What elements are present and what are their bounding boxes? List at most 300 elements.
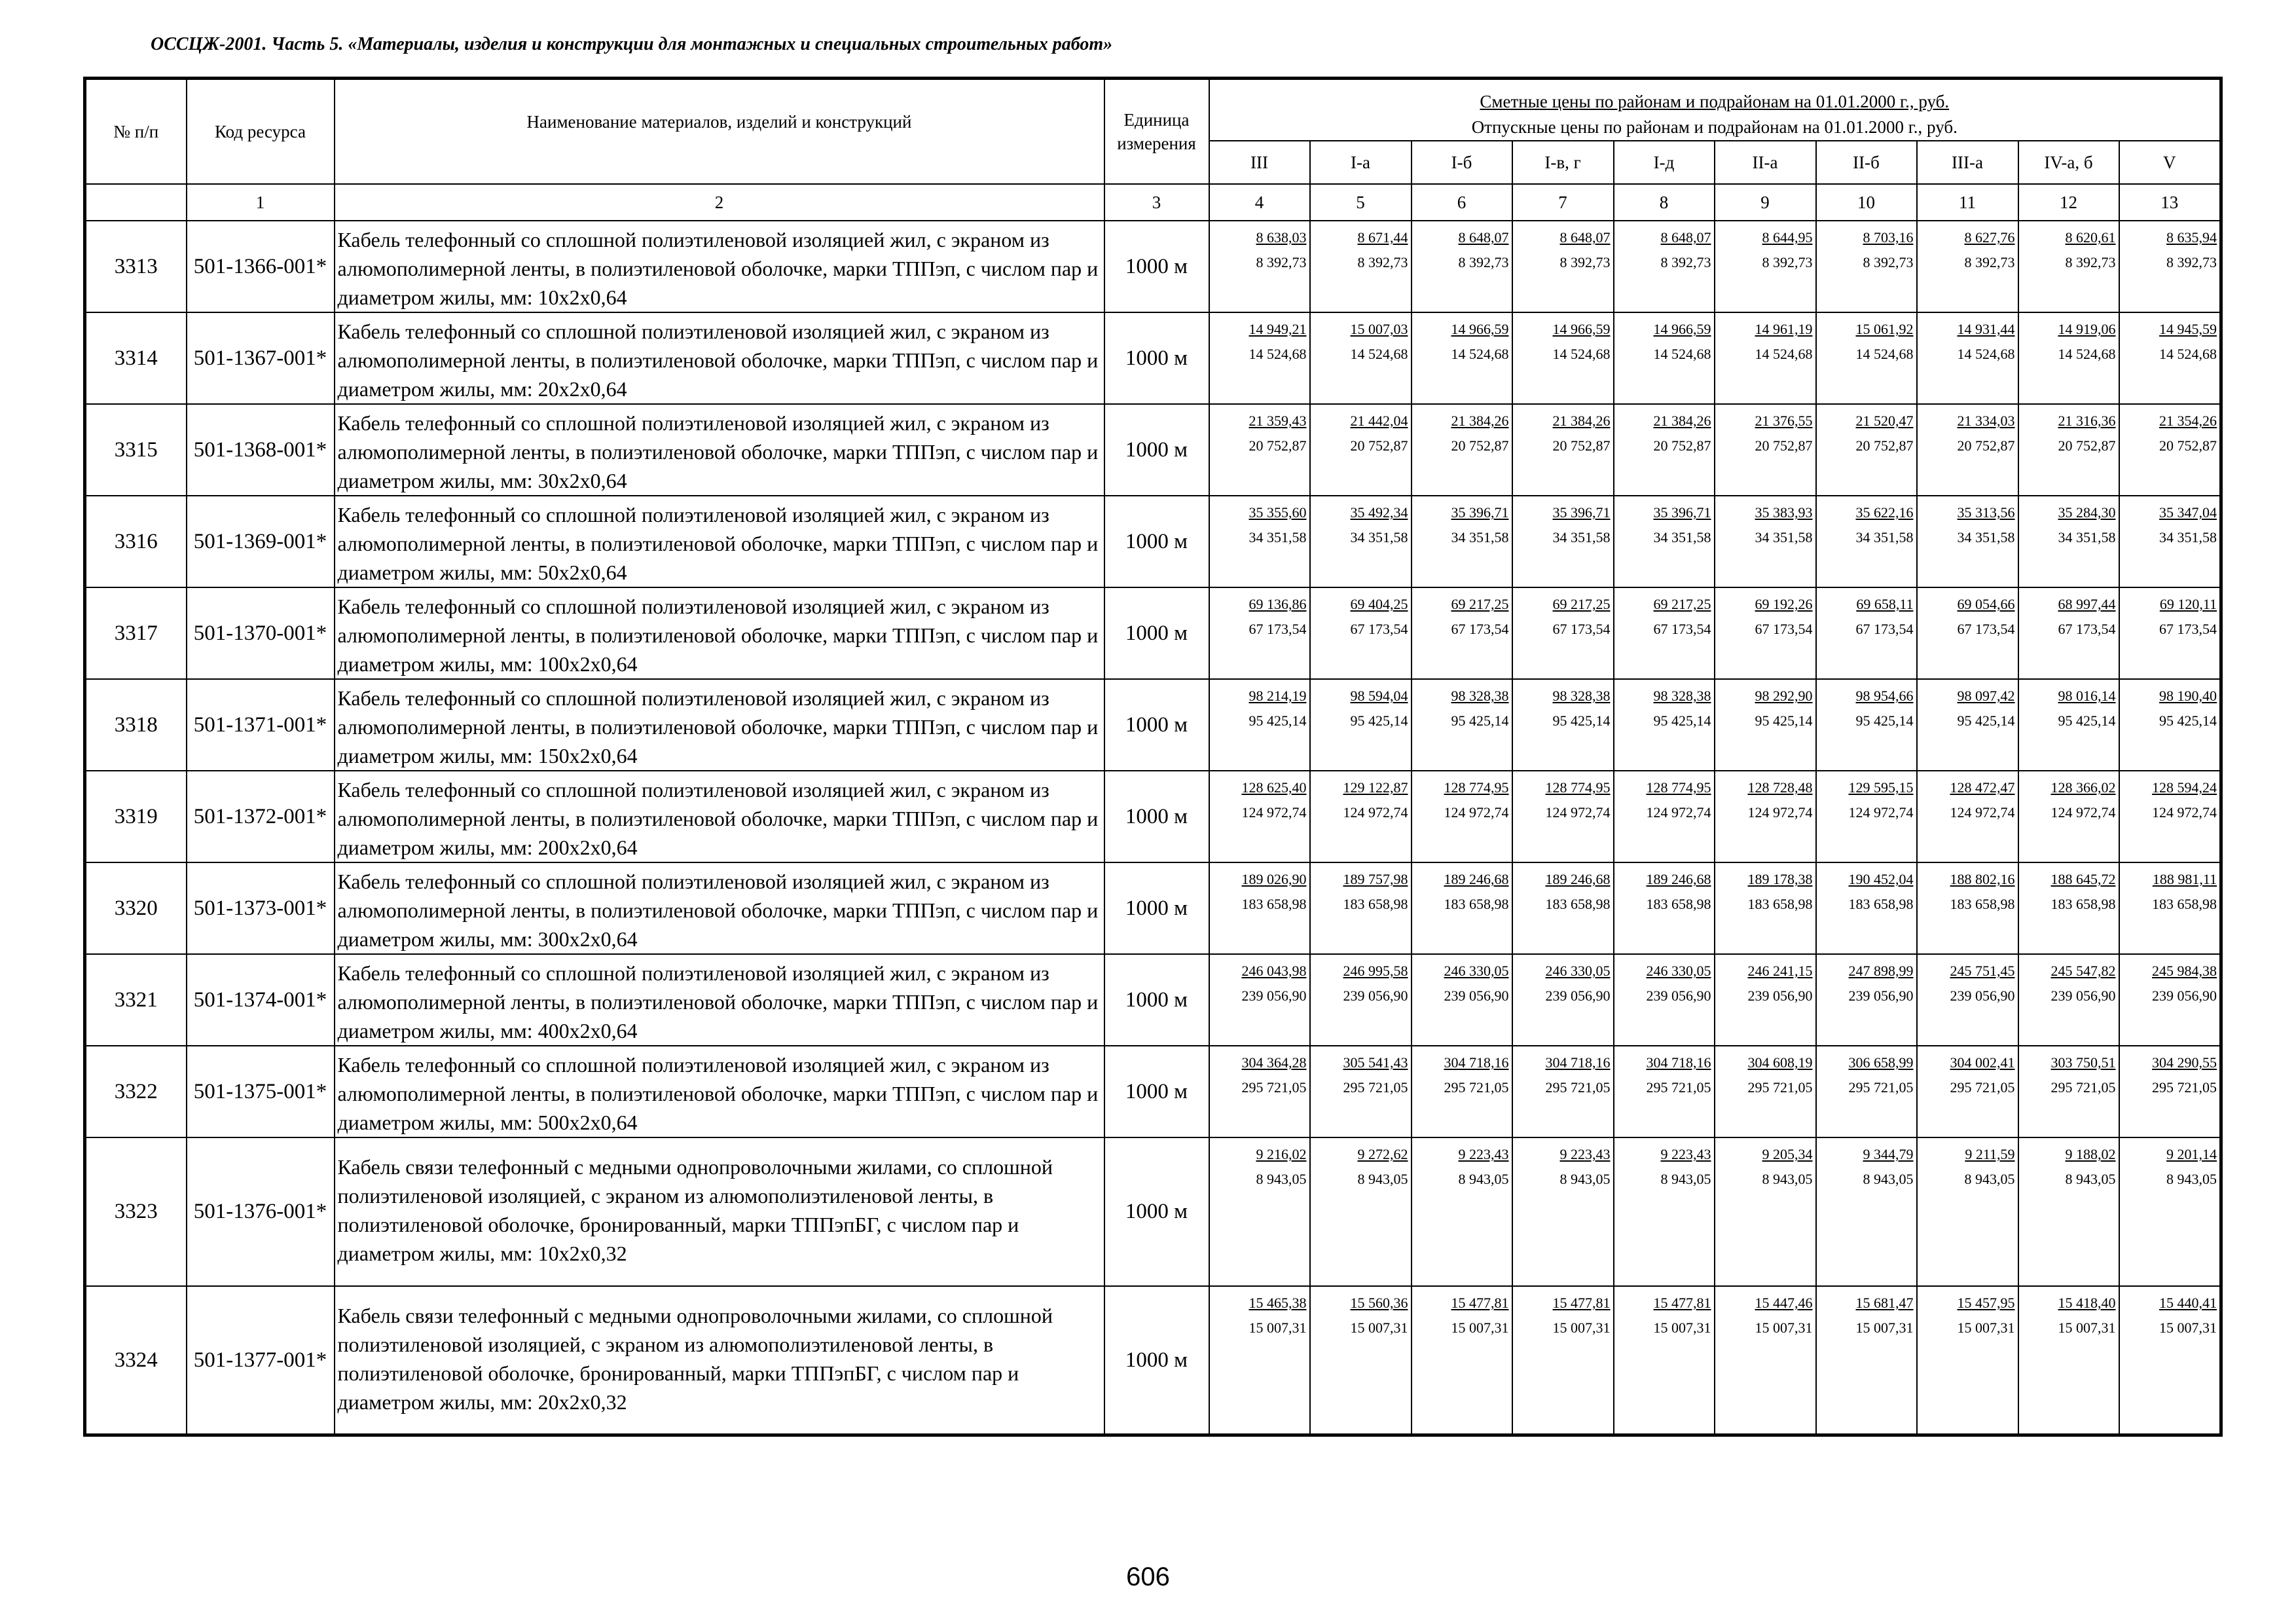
price-cell bbox=[1310, 679, 1412, 771]
release-price: 34 351,58 bbox=[1855, 529, 1914, 546]
estimate-price: 21 354,26 bbox=[2159, 413, 2217, 430]
row-number: 3324 bbox=[85, 1286, 187, 1435]
column-number: 12 bbox=[2018, 184, 2119, 221]
price-cell bbox=[1209, 1286, 1310, 1435]
release-price: 20 752,87 bbox=[1451, 437, 1509, 454]
release-price: 15 007,31 bbox=[1855, 1320, 1914, 1337]
column-number: 2 bbox=[335, 184, 1104, 221]
price-cell bbox=[1512, 1046, 1614, 1137]
price-cell bbox=[1614, 954, 1715, 1046]
price-cell bbox=[1512, 679, 1614, 771]
estimate-price: 8 627,76 bbox=[1964, 229, 2015, 246]
estimate-price: 9 223,43 bbox=[1660, 1146, 1711, 1163]
price-cell bbox=[2018, 587, 2119, 679]
price-cell bbox=[1816, 1286, 1917, 1435]
release-price: 14 524,68 bbox=[1653, 346, 1711, 363]
release-price: 239 056,90 bbox=[1343, 987, 1408, 1005]
estimate-price: 8 671,44 bbox=[1357, 229, 1408, 246]
price-cell bbox=[1512, 1286, 1614, 1435]
price-cell bbox=[2119, 954, 2221, 1046]
estimate-price: 304 718,16 bbox=[1646, 1054, 1711, 1071]
estimate-price: 246 330,05 bbox=[1444, 963, 1509, 980]
price-cell bbox=[1209, 862, 1310, 954]
price-cell bbox=[1614, 1286, 1715, 1435]
resource-code: 501-1376-001* bbox=[187, 1137, 335, 1286]
price-cell bbox=[1816, 954, 1917, 1046]
price-cell bbox=[1209, 954, 1310, 1046]
estimate-price: 14 945,59 bbox=[2159, 321, 2217, 338]
price-cell bbox=[2119, 862, 2221, 954]
price-cell bbox=[2018, 954, 2119, 1046]
price-cell bbox=[1209, 771, 1310, 862]
price-cell bbox=[1614, 496, 1715, 587]
release-price: 183 658,98 bbox=[1950, 896, 2015, 913]
release-price: 8 392,73 bbox=[1256, 254, 1307, 271]
price-cell bbox=[1816, 312, 1917, 404]
estimate-price: 245 984,38 bbox=[2152, 963, 2217, 980]
release-price: 34 351,58 bbox=[1755, 529, 1813, 546]
release-price: 183 658,98 bbox=[1545, 896, 1611, 913]
release-price: 8 392,73 bbox=[1559, 254, 1611, 271]
release-price: 15 007,31 bbox=[1350, 1320, 1408, 1337]
estimate-price: 188 981,11 bbox=[2152, 871, 2217, 888]
price-cell bbox=[1310, 587, 1412, 679]
release-price: 8 943,05 bbox=[2065, 1171, 2116, 1188]
estimate-price: 21 334,03 bbox=[1957, 413, 2015, 430]
estimate-price: 9 223,43 bbox=[1458, 1146, 1509, 1163]
estimate-price: 189 246,68 bbox=[1545, 871, 1611, 888]
estimate-price: 306 658,99 bbox=[1848, 1054, 1914, 1071]
price-cell bbox=[1614, 862, 1715, 954]
estimate-price: 98 594,04 bbox=[1350, 688, 1408, 705]
estimate-price: 245 547,82 bbox=[2050, 963, 2116, 980]
column-number: 3 bbox=[1104, 184, 1209, 221]
price-cell bbox=[1512, 862, 1614, 954]
material-name: Кабель телефонный со сплошной полиэтиленовой изоляцией жил, с экраном из алюмополимерной ленты, в полиэтиленовой оболочке, марки ТППэп, с числом пар и диаметром жилы, мм: 200x2x0,64 bbox=[335, 771, 1104, 862]
release-price: 15 007,31 bbox=[1957, 1320, 2015, 1337]
estimate-price: 21 384,26 bbox=[1451, 413, 1509, 430]
estimate-price: 9 201,14 bbox=[2166, 1146, 2217, 1163]
estimate-price: 9 211,59 bbox=[1965, 1146, 2015, 1163]
release-price: 239 056,90 bbox=[1545, 987, 1611, 1005]
release-price: 8 943,05 bbox=[1964, 1171, 2015, 1188]
estimate-price: 128 472,47 bbox=[1950, 779, 2015, 796]
estimate-price: 69 136,86 bbox=[1248, 596, 1307, 613]
release-price: 295 721,05 bbox=[1848, 1079, 1914, 1096]
release-price: 239 056,90 bbox=[1747, 987, 1813, 1005]
price-cell bbox=[1412, 1286, 1512, 1435]
release-price: 124 972,74 bbox=[1747, 804, 1813, 821]
row-number: 3316 bbox=[85, 496, 187, 587]
estimate-price: 128 366,02 bbox=[2050, 779, 2116, 796]
region-header: III-а bbox=[1917, 141, 2018, 184]
row-number: 3321 bbox=[85, 954, 187, 1046]
resource-code: 501-1366-001* bbox=[187, 221, 335, 312]
estimate-price: 35 355,60 bbox=[1248, 504, 1307, 521]
price-cell bbox=[1512, 1137, 1614, 1286]
price-cell bbox=[1614, 1137, 1715, 1286]
release-price: 95 425,14 bbox=[1552, 712, 1611, 729]
release-price: 67 173,54 bbox=[1653, 621, 1711, 638]
column-number: 6 bbox=[1412, 184, 1512, 221]
price-cell bbox=[1917, 312, 2018, 404]
price-cell bbox=[1816, 496, 1917, 587]
release-price: 8 392,73 bbox=[2065, 254, 2116, 271]
row-number: 3317 bbox=[85, 587, 187, 679]
unit-of-measure: 1000 м bbox=[1104, 954, 1209, 1046]
material-name: Кабель телефонный со сплошной полиэтиленовой изоляцией жил, с экраном из алюмополимерной ленты, в полиэтиленовой оболочке, марки ТППэп, с числом пар и диаметром жилы, мм: 100x2x0,64 bbox=[335, 587, 1104, 679]
estimate-price: 98 214,19 bbox=[1248, 688, 1307, 705]
release-price: 14 524,68 bbox=[1350, 346, 1408, 363]
table-row bbox=[85, 404, 2221, 496]
estimate-price: 15 560,36 bbox=[1350, 1295, 1408, 1312]
table-row bbox=[85, 1046, 2221, 1137]
estimate-price: 128 625,40 bbox=[1241, 779, 1307, 796]
price-cell bbox=[1614, 404, 1715, 496]
table-row bbox=[85, 587, 2221, 679]
estimate-price: 9 344,79 bbox=[1863, 1146, 1914, 1163]
table-row bbox=[85, 1286, 2221, 1435]
release-price: 14 524,68 bbox=[1957, 346, 2015, 363]
price-cell bbox=[1209, 679, 1310, 771]
release-price: 8 943,05 bbox=[1458, 1171, 1509, 1188]
price-cell bbox=[1209, 312, 1310, 404]
release-price: 8 943,05 bbox=[1762, 1171, 1813, 1188]
material-name: Кабель телефонный со сплошной полиэтиленовой изоляцией жил, с экраном из алюмополимерной ленты, в полиэтиленовой оболочке, марки ТППэп, с числом пар и диаметром жилы, мм: 10x2x0,64 bbox=[335, 221, 1104, 312]
release-price: 295 721,05 bbox=[1343, 1079, 1408, 1096]
release-price: 95 425,14 bbox=[2058, 712, 2116, 729]
resource-code: 501-1367-001* bbox=[187, 312, 335, 404]
release-price: 15 007,31 bbox=[1755, 1320, 1813, 1337]
unit-of-measure: 1000 м bbox=[1104, 771, 1209, 862]
material-name: Кабель телефонный со сплошной полиэтиленовой изоляцией жил, с экраном из алюмополимерной ленты, в полиэтиленовой оболочке, марки ТППэп, с числом пар и диаметром жилы, мм: 30x2x0,64 bbox=[335, 404, 1104, 496]
table-row bbox=[85, 221, 2221, 312]
document-header: ОССЦЖ-2001. Часть 5. «Материалы, изделия и конструкции для монтажных и специальных строительных работ» bbox=[151, 34, 1113, 54]
row-number: 3315 bbox=[85, 404, 187, 496]
release-price: 8 392,73 bbox=[2166, 254, 2217, 271]
price-cell bbox=[2119, 587, 2221, 679]
release-price: 34 351,58 bbox=[1350, 529, 1408, 546]
price-cell bbox=[1310, 1046, 1412, 1137]
price-cell bbox=[1209, 1137, 1310, 1286]
price-cell bbox=[2018, 771, 2119, 862]
resource-code: 501-1374-001* bbox=[187, 954, 335, 1046]
table-row bbox=[85, 954, 2221, 1046]
release-price: 15 007,31 bbox=[1451, 1320, 1509, 1337]
release-price: 183 658,98 bbox=[1646, 896, 1711, 913]
release-price: 67 173,54 bbox=[2058, 621, 2116, 638]
release-price: 67 173,54 bbox=[2159, 621, 2217, 638]
release-price: 14 524,68 bbox=[1855, 346, 1914, 363]
price-cell bbox=[1816, 771, 1917, 862]
estimate-price: 128 594,24 bbox=[2152, 779, 2217, 796]
price-cell bbox=[1917, 679, 2018, 771]
price-cell bbox=[1310, 496, 1412, 587]
estimate-price: 35 492,34 bbox=[1350, 504, 1408, 521]
price-cell bbox=[1412, 771, 1512, 862]
release-price: 67 173,54 bbox=[1248, 621, 1307, 638]
release-price: 95 425,14 bbox=[1755, 712, 1813, 729]
price-cell bbox=[1917, 404, 2018, 496]
release-price: 239 056,90 bbox=[2152, 987, 2217, 1005]
release-price: 15 007,31 bbox=[1248, 1320, 1307, 1337]
estimate-price: 304 364,28 bbox=[1241, 1054, 1307, 1071]
release-price: 8 943,05 bbox=[2166, 1171, 2217, 1188]
price-cell bbox=[1715, 862, 1816, 954]
table-row bbox=[85, 312, 2221, 404]
price-cell bbox=[1209, 496, 1310, 587]
price-cell bbox=[2119, 496, 2221, 587]
material-name: Кабель связи телефонный с медными однопроволочными жилами, со сплошной полиэтиленовой изоляцией, с экраном из алюмополиэтиленовой ленты, в полиэтиленовой оболочке, бронированный, марки ТППэпБГ, с числом пар и диаметром жилы, мм: 10x2x0,32 bbox=[335, 1137, 1104, 1286]
estimate-price: 14 966,59 bbox=[1451, 321, 1509, 338]
estimate-price: 246 043,98 bbox=[1241, 963, 1307, 980]
estimate-price: 188 802,16 bbox=[1950, 871, 2015, 888]
estimate-price: 15 477,81 bbox=[1653, 1295, 1711, 1312]
release-price: 34 351,58 bbox=[1957, 529, 2015, 546]
estimate-price: 245 751,45 bbox=[1950, 963, 2015, 980]
estimate-price: 69 120,11 bbox=[2159, 596, 2217, 613]
release-price: 15 007,31 bbox=[2058, 1320, 2116, 1337]
column-number: 1 bbox=[187, 184, 335, 221]
estimate-price: 14 966,59 bbox=[1552, 321, 1611, 338]
price-cell bbox=[2119, 221, 2221, 312]
resource-code: 501-1371-001* bbox=[187, 679, 335, 771]
price-cell bbox=[1310, 221, 1412, 312]
release-price: 239 056,90 bbox=[2050, 987, 2116, 1005]
estimate-price: 21 442,04 bbox=[1350, 413, 1408, 430]
estimate-price: 303 750,51 bbox=[2050, 1054, 2116, 1071]
price-cell bbox=[1715, 954, 1816, 1046]
release-price: 183 658,98 bbox=[1848, 896, 1914, 913]
estimate-price: 69 217,25 bbox=[1451, 596, 1509, 613]
release-price: 8 392,73 bbox=[1357, 254, 1408, 271]
release-price: 124 972,74 bbox=[1241, 804, 1307, 821]
estimate-price: 15 477,81 bbox=[1552, 1295, 1611, 1312]
release-price: 183 658,98 bbox=[2050, 896, 2116, 913]
estimate-price: 9 216,02 bbox=[1256, 1146, 1307, 1163]
price-cell bbox=[1715, 312, 1816, 404]
release-price: 8 392,73 bbox=[1762, 254, 1813, 271]
header-name: Наименование материалов, изделий и конструкций bbox=[335, 79, 1104, 185]
estimate-price: 98 328,38 bbox=[1451, 688, 1509, 705]
price-cell bbox=[1614, 771, 1715, 862]
estimate-price: 21 359,43 bbox=[1248, 413, 1307, 430]
header-code: Код ресурса bbox=[187, 79, 335, 185]
price-cell bbox=[1614, 221, 1715, 312]
table-body bbox=[85, 221, 2221, 1435]
estimate-price: 189 246,68 bbox=[1444, 871, 1509, 888]
region-header: I-а bbox=[1310, 141, 1412, 184]
region-header: I-б bbox=[1412, 141, 1512, 184]
release-price: 67 173,54 bbox=[1350, 621, 1408, 638]
estimate-price: 304 718,16 bbox=[1444, 1054, 1509, 1071]
price-cell bbox=[1209, 587, 1310, 679]
estimate-price: 98 016,14 bbox=[2058, 688, 2116, 705]
estimate-price: 9 272,62 bbox=[1357, 1146, 1408, 1163]
price-cell bbox=[2018, 496, 2119, 587]
price-cell bbox=[2018, 312, 2119, 404]
region-header: II-а bbox=[1715, 141, 1816, 184]
release-price: 20 752,87 bbox=[1855, 437, 1914, 454]
price-cell bbox=[1412, 1046, 1512, 1137]
estimate-price: 128 774,95 bbox=[1444, 779, 1509, 796]
region-header: I-в, г bbox=[1512, 141, 1614, 184]
release-price: 295 721,05 bbox=[1950, 1079, 2015, 1096]
estimate-price: 68 997,44 bbox=[2058, 596, 2116, 613]
estimate-price: 69 192,26 bbox=[1755, 596, 1813, 613]
price-cell bbox=[2018, 679, 2119, 771]
estimate-price: 69 658,11 bbox=[1856, 596, 1914, 613]
price-cell bbox=[1715, 1286, 1816, 1435]
resource-code: 501-1377-001* bbox=[187, 1286, 335, 1435]
price-cell bbox=[1614, 679, 1715, 771]
release-price: 67 173,54 bbox=[1552, 621, 1611, 638]
price-cell bbox=[1209, 404, 1310, 496]
estimate-price: 128 774,95 bbox=[1545, 779, 1611, 796]
price-cell bbox=[1412, 587, 1512, 679]
page-number: 606 bbox=[1126, 1562, 1170, 1591]
price-cell bbox=[2119, 1286, 2221, 1435]
price-cell bbox=[1917, 587, 2018, 679]
release-price: 239 056,90 bbox=[1241, 987, 1307, 1005]
release-price: 124 972,74 bbox=[2152, 804, 2217, 821]
estimate-price: 69 054,66 bbox=[1957, 596, 2015, 613]
table-row bbox=[85, 862, 2221, 954]
estimate-price: 190 452,04 bbox=[1848, 871, 1914, 888]
release-price: 14 524,68 bbox=[2058, 346, 2116, 363]
material-name: Кабель телефонный со сплошной полиэтиленовой изоляцией жил, с экраном из алюмополимерной ленты, в полиэтиленовой оболочке, марки ТППэп, с числом пар и диаметром жилы, мм: 20x2x0,64 bbox=[335, 312, 1104, 404]
region-header: III bbox=[1209, 141, 1310, 184]
release-price: 95 425,14 bbox=[1957, 712, 2015, 729]
release-price: 8 392,73 bbox=[1660, 254, 1711, 271]
column-number: 10 bbox=[1816, 184, 1917, 221]
price-cell bbox=[1209, 1046, 1310, 1137]
release-price: 20 752,87 bbox=[1350, 437, 1408, 454]
release-price: 8 392,73 bbox=[1458, 254, 1509, 271]
release-price: 14 524,68 bbox=[1248, 346, 1307, 363]
estimate-price: 21 384,26 bbox=[1552, 413, 1611, 430]
unit-of-measure: 1000 м bbox=[1104, 496, 1209, 587]
resource-code: 501-1368-001* bbox=[187, 404, 335, 496]
estimate-price: 15 447,46 bbox=[1755, 1295, 1813, 1312]
estimate-price: 246 330,05 bbox=[1545, 963, 1611, 980]
unit-of-measure: 1000 м bbox=[1104, 312, 1209, 404]
release-price: 34 351,58 bbox=[1248, 529, 1307, 546]
price-cell bbox=[1412, 404, 1512, 496]
price-cell bbox=[1512, 221, 1614, 312]
release-price: 8 392,73 bbox=[1863, 254, 1914, 271]
price-cell bbox=[1715, 771, 1816, 862]
region-header: II-б bbox=[1816, 141, 1917, 184]
release-price: 8 943,05 bbox=[1863, 1171, 1914, 1188]
row-number: 3322 bbox=[85, 1046, 187, 1137]
release-price: 295 721,05 bbox=[1646, 1079, 1711, 1096]
release-price: 34 351,58 bbox=[1451, 529, 1509, 546]
estimate-price: 8 648,07 bbox=[1559, 229, 1611, 246]
column-number: 5 bbox=[1310, 184, 1412, 221]
estimate-price: 98 190,40 bbox=[2159, 688, 2217, 705]
price-cell bbox=[1816, 587, 1917, 679]
release-price: 124 972,74 bbox=[1848, 804, 1914, 821]
resource-code: 501-1375-001* bbox=[187, 1046, 335, 1137]
price-cell bbox=[1715, 404, 1816, 496]
price-cell bbox=[2018, 1286, 2119, 1435]
price-cell bbox=[1614, 1046, 1715, 1137]
release-price: 124 972,74 bbox=[1343, 804, 1408, 821]
release-price: 239 056,90 bbox=[1950, 987, 2015, 1005]
estimate-price: 9 223,43 bbox=[1559, 1146, 1611, 1163]
price-cell bbox=[1715, 679, 1816, 771]
price-cell bbox=[1816, 404, 1917, 496]
material-name: Кабель телефонный со сплошной полиэтиленовой изоляцией жил, с экраном из алюмополимерной ленты, в полиэтиленовой оболочке, марки ТППэп, с числом пар и диаметром жилы, мм: 400x2x0,64 bbox=[335, 954, 1104, 1046]
estimate-price: 9 205,34 bbox=[1762, 1146, 1813, 1163]
estimate-price: 128 774,95 bbox=[1646, 779, 1711, 796]
unit-of-measure: 1000 м bbox=[1104, 1137, 1209, 1286]
release-price: 95 425,14 bbox=[1350, 712, 1408, 729]
release-price: 15 007,31 bbox=[1552, 1320, 1611, 1337]
price-cell bbox=[1715, 1137, 1816, 1286]
estimate-price: 247 898,99 bbox=[1848, 963, 1914, 980]
release-price: 183 658,98 bbox=[1343, 896, 1408, 913]
resource-code: 501-1369-001* bbox=[187, 496, 335, 587]
material-name: Кабель телефонный со сплошной полиэтиленовой изоляцией жил, с экраном из алюмополимерной ленты, в полиэтиленовой оболочке, марки ТППэп, с числом пар и диаметром жилы, мм: 50x2x0,64 bbox=[335, 496, 1104, 587]
price-cell bbox=[1412, 1137, 1512, 1286]
column-number: 13 bbox=[2119, 184, 2221, 221]
unit-of-measure: 1000 м bbox=[1104, 679, 1209, 771]
price-cell bbox=[1310, 1137, 1412, 1286]
price-cell bbox=[1412, 954, 1512, 1046]
price-cell bbox=[2119, 312, 2221, 404]
price-cell bbox=[1816, 1046, 1917, 1137]
release-price: 14 524,68 bbox=[1451, 346, 1509, 363]
estimate-price: 69 217,25 bbox=[1552, 596, 1611, 613]
estimate-price: 8 703,16 bbox=[1863, 229, 1914, 246]
release-price: 239 056,90 bbox=[1646, 987, 1711, 1005]
release-price: 20 752,87 bbox=[1248, 437, 1307, 454]
estimate-price: 8 638,03 bbox=[1256, 229, 1307, 246]
release-price: 295 721,05 bbox=[1444, 1079, 1509, 1096]
price-cell bbox=[1917, 1286, 2018, 1435]
release-price: 295 721,05 bbox=[2050, 1079, 2116, 1096]
price-cell bbox=[1310, 954, 1412, 1046]
price-cell bbox=[1816, 1137, 1917, 1286]
price-cell bbox=[1816, 221, 1917, 312]
estimate-price: 15 061,92 bbox=[1855, 321, 1914, 338]
estimate-price: 189 757,98 bbox=[1343, 871, 1408, 888]
price-cell bbox=[1310, 404, 1412, 496]
unit-of-measure: 1000 м bbox=[1104, 862, 1209, 954]
column-number: 8 bbox=[1614, 184, 1715, 221]
header-estimate-prices: Сметные цены по районам и подрайонам на 01.01.2000 г., руб. bbox=[1480, 92, 1950, 111]
estimate-price: 15 457,95 bbox=[1957, 1295, 2015, 1312]
estimate-price: 189 178,38 bbox=[1747, 871, 1813, 888]
release-price: 34 351,58 bbox=[2058, 529, 2116, 546]
row-number: 3314 bbox=[85, 312, 187, 404]
release-price: 183 658,98 bbox=[1241, 896, 1307, 913]
estimate-price: 35 347,04 bbox=[2159, 504, 2217, 521]
column-number-row bbox=[85, 184, 2221, 221]
resource-code: 501-1370-001* bbox=[187, 587, 335, 679]
estimate-price: 98 954,66 bbox=[1855, 688, 1914, 705]
price-cell bbox=[1816, 862, 1917, 954]
price-cell bbox=[1412, 221, 1512, 312]
region-header: I-д bbox=[1614, 141, 1715, 184]
header-unit: Единица измерения bbox=[1104, 79, 1209, 185]
estimate-price: 69 404,25 bbox=[1350, 596, 1408, 613]
resource-code: 501-1373-001* bbox=[187, 862, 335, 954]
price-cell bbox=[1209, 221, 1310, 312]
estimate-price: 188 645,72 bbox=[2050, 871, 2116, 888]
